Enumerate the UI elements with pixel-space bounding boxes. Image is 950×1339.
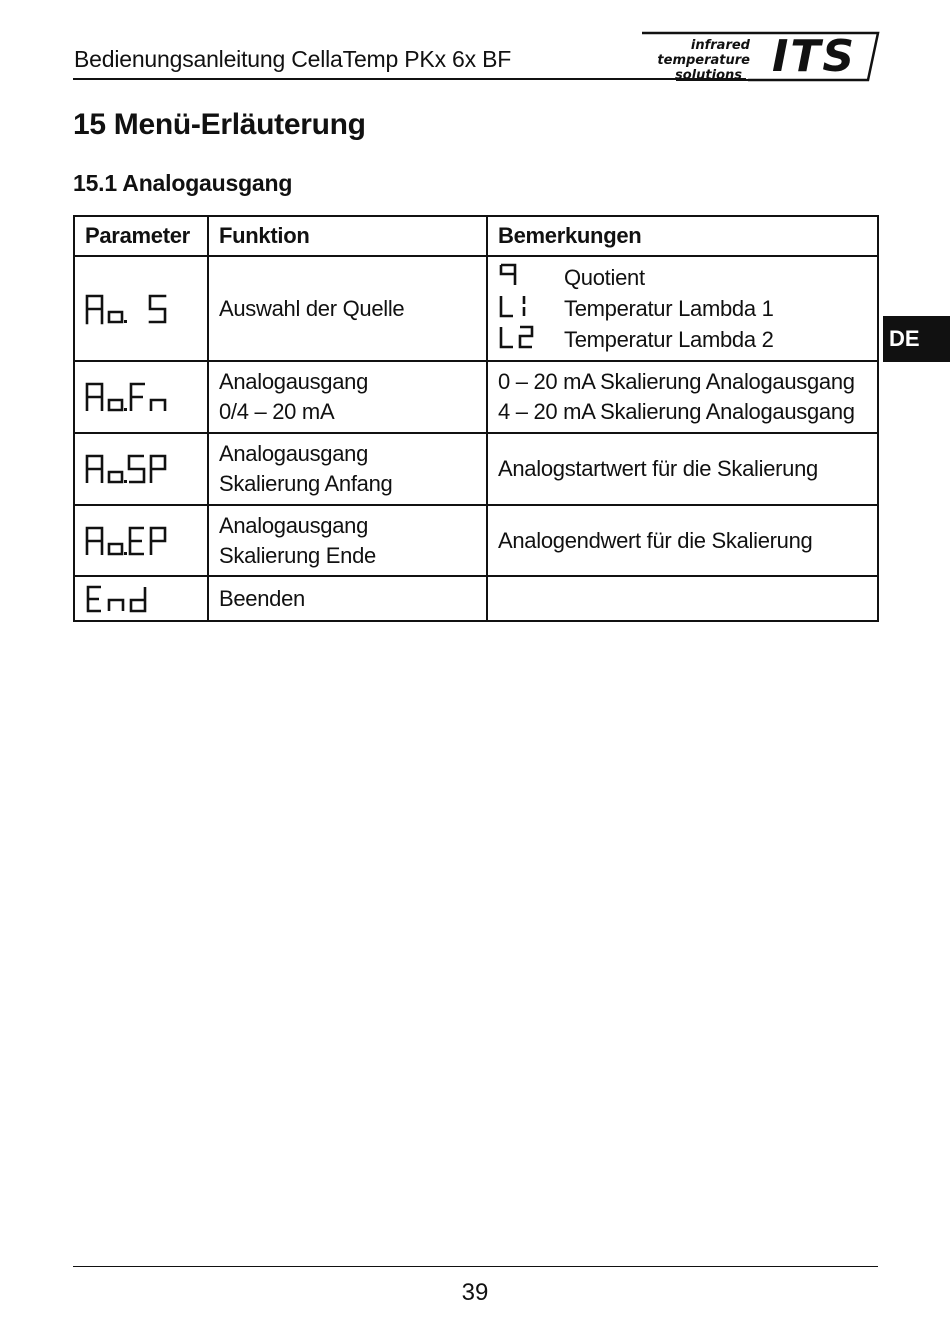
remark-text: Quotient	[564, 264, 645, 290]
segment-code-q	[498, 262, 564, 294]
remark-text: 0 – 20 mA Skalierung Analogausgang	[498, 369, 855, 394]
remark-line	[498, 262, 867, 293]
function-line: Analogausgang	[219, 369, 369, 394]
segment-display-ao-sp	[85, 451, 181, 487]
remarks-cell	[487, 256, 878, 361]
logo-brand: ITS	[772, 31, 857, 82]
function-cell	[208, 361, 487, 433]
header-remarks: Bemerkungen	[487, 216, 878, 256]
segment-code-l2	[498, 324, 564, 356]
segment-display-end	[85, 584, 181, 614]
function-line: Skalierung Anfang	[219, 471, 393, 496]
logo-text-solutions: solutions	[675, 68, 742, 83]
language-tab: DE	[883, 316, 950, 362]
section-heading: 15 Menü-Erläuterung	[73, 108, 366, 141]
function-cell	[208, 505, 487, 576]
subsection-heading: 15.1 Analogausgang	[73, 170, 293, 196]
remark-line	[498, 293, 867, 324]
function-line: 0/4 – 20 mA	[219, 399, 335, 424]
segment-display-ao-ep	[85, 523, 181, 559]
function-line: Analogausgang	[219, 512, 369, 538]
parameter-cell	[74, 256, 208, 361]
segment-display-ao-fn	[85, 379, 181, 415]
table-header-row	[74, 216, 878, 256]
parameter-cell	[74, 505, 208, 576]
table-row	[74, 576, 878, 621]
segment-l1-glyph	[498, 293, 532, 319]
segment-code-l1	[498, 293, 564, 325]
table-row	[74, 505, 878, 576]
its-logo	[636, 30, 882, 84]
remark-text: Temperatur Lambda 1	[564, 295, 774, 321]
logo-text-infrared: infrared	[690, 38, 750, 53]
parameter-cell	[74, 433, 208, 505]
header-parameter: Parameter	[74, 216, 208, 256]
table-row	[74, 361, 878, 433]
function-cell	[208, 433, 487, 505]
parameter-cell	[74, 576, 208, 621]
table-row	[74, 256, 878, 361]
segment-l2-glyph	[498, 324, 538, 350]
remarks-cell	[487, 361, 878, 433]
function-line: Analogausgang	[219, 441, 369, 466]
header-title: Bedienungsanleitung CellaTemp PKx 6x BF	[74, 46, 512, 72]
function-line: Skalierung Ende	[219, 542, 376, 568]
table-row	[74, 433, 878, 505]
remarks-cell: Analogendwert für die Skalierung	[487, 505, 878, 576]
menu-table	[73, 215, 879, 622]
remark-line	[498, 324, 867, 355]
remarks-cell: Analogstartwert für die Skalierung	[487, 433, 878, 505]
logo-text-temperature: temperature	[657, 53, 750, 68]
segment-display-ao-s	[85, 291, 181, 327]
header-function: Funktion	[208, 216, 487, 256]
remarks-cell	[487, 576, 878, 621]
page-number: 39	[461, 1279, 489, 1306]
parameter-cell	[74, 361, 208, 433]
segment-q-glyph	[498, 262, 520, 288]
function-cell: Auswahl der Quelle	[208, 256, 487, 361]
remark-text: Temperatur Lambda 2	[564, 326, 774, 352]
remark-text: 4 – 20 mA Skalierung Analogausgang	[498, 399, 855, 424]
footer-rule	[73, 1266, 878, 1267]
function-cell: Beenden	[208, 576, 487, 621]
